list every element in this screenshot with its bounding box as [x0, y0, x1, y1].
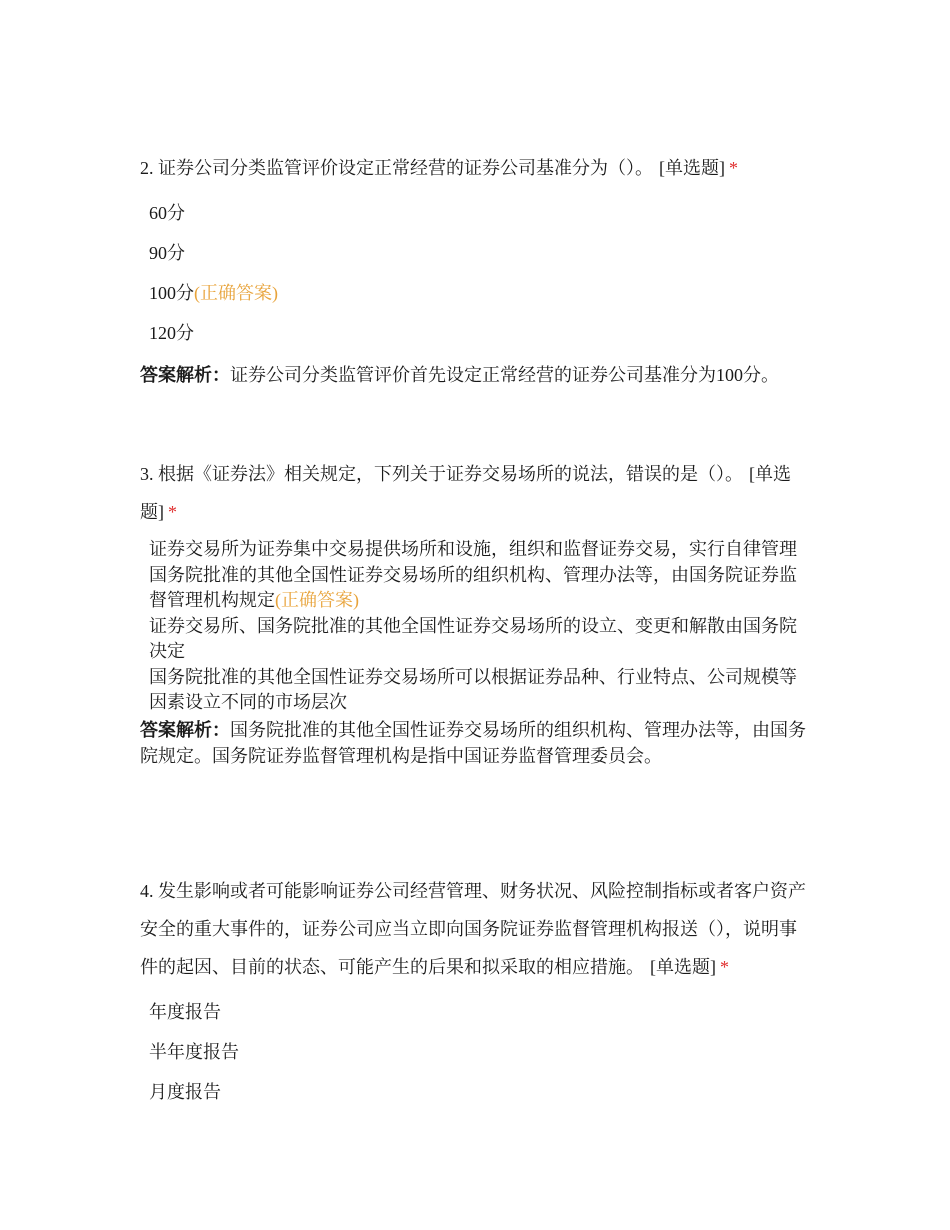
- correct-answer-label: (正确答案): [194, 283, 278, 303]
- option-item[interactable]: [149, 537, 812, 562]
- question-text: 2. 证券公司分类监管评价设定正常经营的证券公司基准分为（）。: [140, 158, 653, 178]
- analysis-label: 答案解析：: [140, 365, 230, 385]
- option-text: 半年度报告: [149, 1042, 239, 1062]
- option-item[interactable]: [149, 992, 812, 1032]
- question-type-tag: [单选题]: [659, 158, 725, 178]
- question-title: [140, 149, 812, 187]
- option-list: [140, 992, 812, 1112]
- correct-answer-label: (正确答案): [275, 590, 359, 610]
- option-item[interactable]: [149, 614, 812, 664]
- option-list: [140, 193, 812, 353]
- option-item[interactable]: [149, 273, 812, 313]
- required-mark: *: [729, 158, 738, 178]
- option-text: 120分: [149, 323, 194, 343]
- option-text: 100分: [149, 283, 194, 303]
- analysis-label: 答案解析：: [140, 720, 230, 740]
- analysis-text: 证券公司分类监管评价首先设定正常经营的证券公司基准分为100分。: [230, 365, 779, 385]
- option-text: 国务院批准的其他全国性证券交易场所可以根据证券品种、行业特点、公司规模等因素设立不同的市场层次: [149, 667, 797, 712]
- option-text: 60分: [149, 203, 185, 223]
- option-item[interactable]: [149, 1032, 812, 1072]
- question-3: [140, 455, 812, 769]
- option-item[interactable]: [149, 1072, 812, 1112]
- option-item[interactable]: [149, 313, 812, 353]
- question-title: [140, 872, 812, 986]
- option-list: [140, 537, 812, 715]
- option-text: 证券交易所、国务院批准的其他全国性证券交易场所的设立、变更和解散由国务院决定: [149, 616, 797, 661]
- option-text: 年度报告: [149, 1002, 221, 1022]
- answer-analysis: [140, 717, 812, 769]
- question-2: [140, 149, 812, 388]
- question-title: [140, 455, 812, 531]
- question-text: 3. 根据《证券法》相关规定，下列关于证券交易场所的说法，错误的是（）。: [140, 464, 743, 484]
- option-item[interactable]: [149, 563, 812, 613]
- question-text: 4. 发生影响或者可能影响证券公司经营管理、财务状况、风险控制指标或者客户资产安全的重大事件的，证券公司应当立即向国务院证券监督管理机构报送（），说明事件的起因、目前的状态、可能产生的后果和拟采取的相应措施。: [140, 881, 806, 977]
- question-4: [140, 872, 812, 1112]
- answer-analysis: [140, 362, 812, 388]
- required-mark: *: [168, 502, 177, 522]
- required-mark: *: [720, 957, 729, 977]
- option-text: 证券交易所为证券集中交易提供场所和设施，组织和监督证券交易，实行自律管理: [149, 539, 797, 559]
- question-type-tag: [单选题]: [140, 464, 791, 522]
- question-type-tag: [单选题]: [650, 957, 716, 977]
- option-item[interactable]: [149, 665, 812, 715]
- analysis-text: 国务院批准的其他全国性证券交易场所的组织机构、管理办法等，由国务院规定。国务院证券监督管理机构是指中国证券监督管理委员会。: [140, 720, 806, 766]
- option-text: 月度报告: [149, 1082, 221, 1102]
- option-item[interactable]: [149, 233, 812, 273]
- option-text: 国务院批准的其他全国性证券交易场所的组织机构、管理办法等，由国务院证券监督管理机构规定: [149, 565, 797, 610]
- option-text: 90分: [149, 243, 185, 263]
- option-item[interactable]: [149, 193, 812, 233]
